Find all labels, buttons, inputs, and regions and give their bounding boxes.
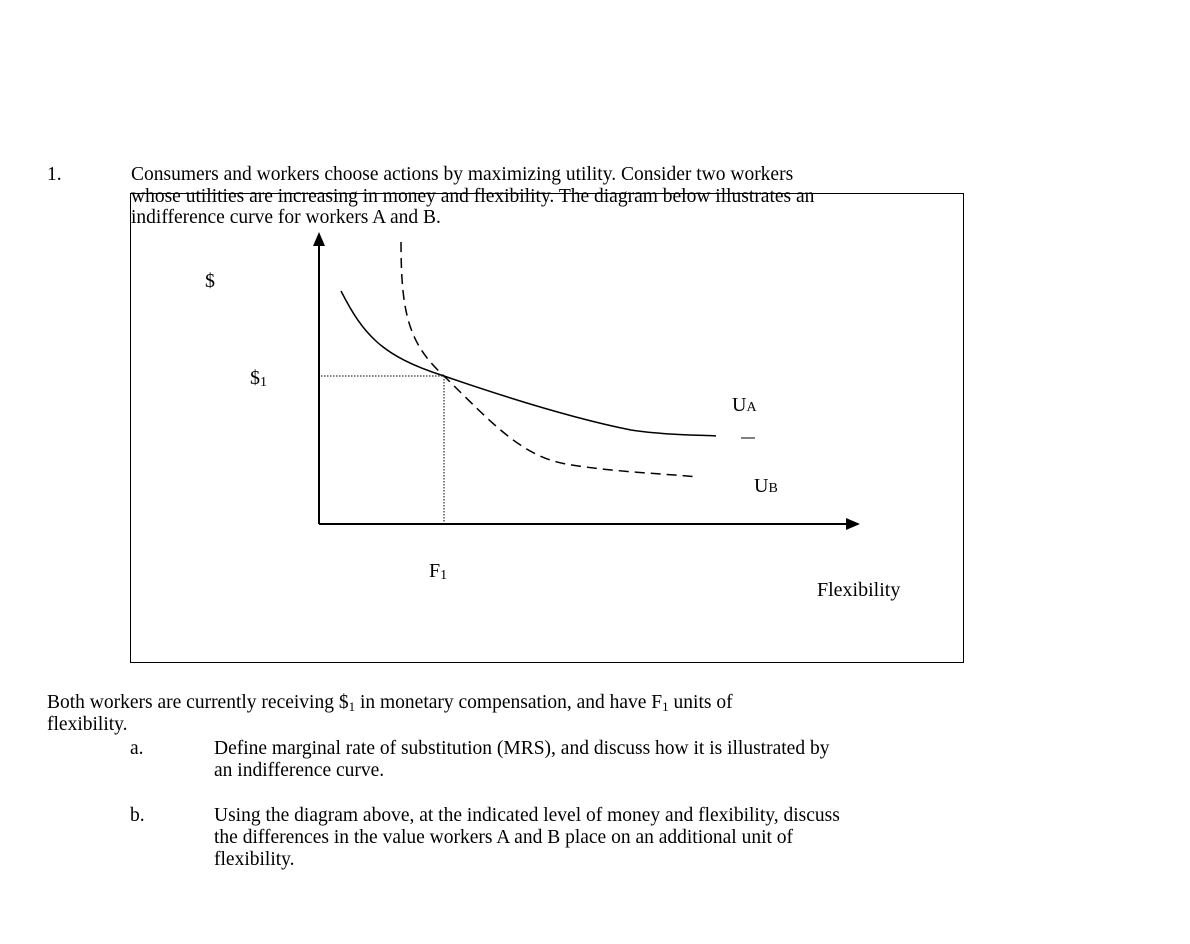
- context-line-2: flexibility.: [47, 714, 128, 735]
- curve-ua: [341, 291, 716, 436]
- curve-ub-label: UB: [754, 475, 778, 497]
- part-a-line-1: Define marginal rate of substitution (MRS), and discuss how it is illustrated by: [214, 738, 830, 759]
- intro-line-3: indifference curve for workers A and B.: [131, 207, 441, 228]
- diagram-frame: [130, 193, 964, 663]
- part-b-label: b.: [130, 805, 145, 826]
- y-axis-label: $: [205, 270, 215, 292]
- part-b-line-2: the differences in the value workers A and B place on an additional unit of: [214, 827, 794, 848]
- part-a-line-2: an indifference curve.: [214, 760, 385, 781]
- question-number: 1.: [47, 164, 62, 185]
- curve-ub: [401, 242, 697, 477]
- y-axis-arrowhead: [313, 232, 325, 246]
- part-b-line-1: Using the diagram above, at the indicated level of money and flexibility, discuss: [214, 805, 840, 826]
- context-line-1: Both workers are currently receiving $\$_1$ in monetary compensation, and have $F_1$ units of: [47, 692, 733, 714]
- x-point-label: F1: [429, 560, 448, 583]
- intro-line-1: Consumers and workers choose actions by maximizing utility. Consider two workers: [131, 164, 794, 185]
- indifference-curve-diagram: [131, 194, 965, 664]
- part-a-label: a.: [130, 738, 144, 759]
- intro-line-2: whose utilities are increasing in money and flexibility. The diagram below illustrates an: [131, 186, 815, 207]
- y-point-label: $1: [250, 367, 267, 390]
- x-axis-arrowhead: [846, 518, 860, 530]
- part-b-line-3: flexibility.: [214, 849, 295, 870]
- x-axis-label: Flexibility: [817, 579, 901, 601]
- curve-ua-label: UA: [732, 394, 757, 416]
